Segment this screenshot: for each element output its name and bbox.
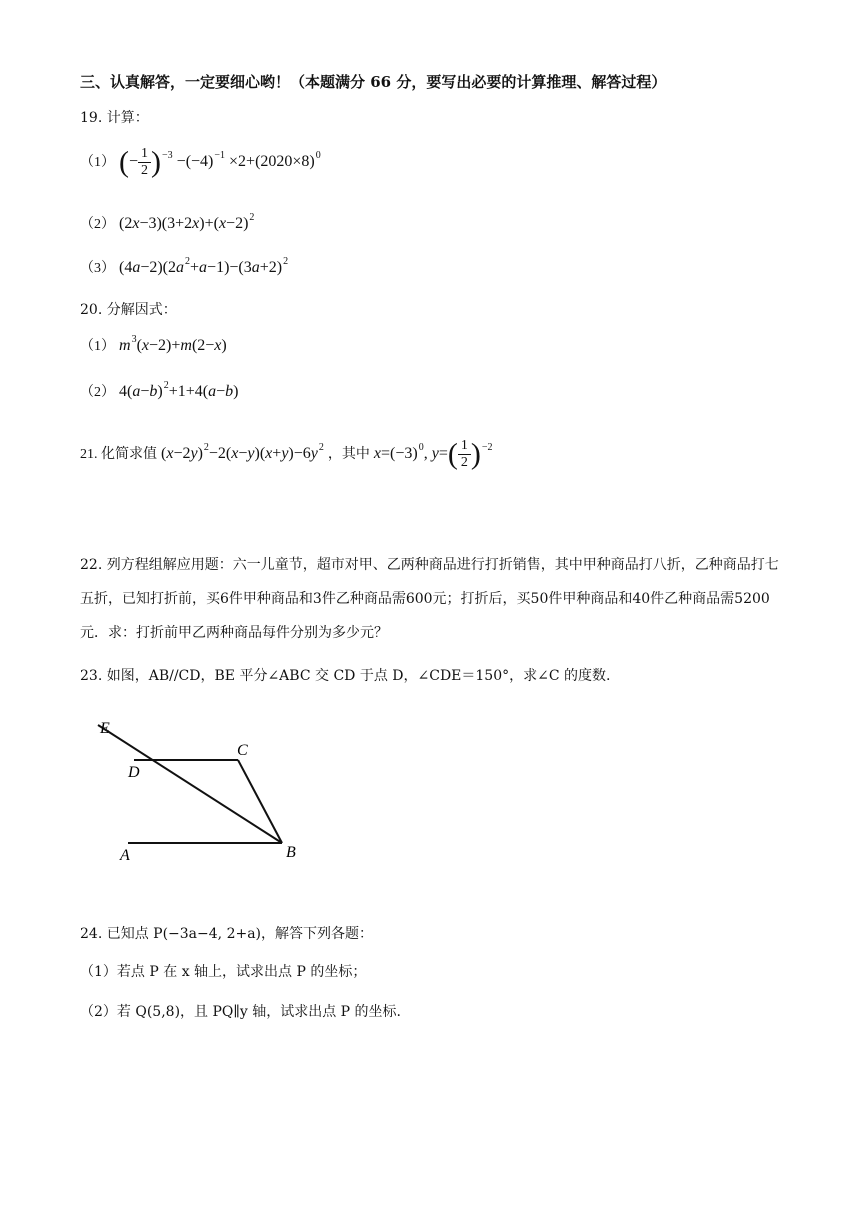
label-a: A: [120, 847, 130, 864]
q24-item-2-text: 若 Q(5,8)，且 PQ∥y 轴，试求出点 P 的坐标.: [116, 1004, 401, 1020]
line-cb: [238, 760, 282, 843]
q19-item-3-label: （3）: [80, 261, 115, 276]
q24-item-1: [80, 962, 366, 982]
q24-item-2-label: （2）: [80, 1004, 117, 1020]
q20-title: 20. 分解因式：: [80, 302, 177, 318]
q19-item-2-expr: $(2x-3)(3+2x)+(x-2)^2$: [119, 212, 255, 232]
q20-item-1-label: （1）: [80, 339, 115, 354]
q21-line: [80, 438, 492, 471]
q21-prefix: 21. 化简求值: [80, 447, 157, 463]
label-d: D: [128, 764, 140, 781]
q19-item-2: [80, 214, 254, 236]
q19-item-1-label: （1）: [80, 155, 115, 171]
q22-text: 22. 列方程组解应用题：六一儿童节，超市对甲、乙两种商品进行打折销售，其中甲种商品打八折，乙种商品打七五折，已知打折前，买6件甲种商品和3件乙种商品需600元；打折后，买50件甲种商品和40件乙种商品需5200元．求：打折前甲乙两种商品每件分别为多少元？: [80, 557, 779, 641]
q19-title: 19. 计算：: [80, 110, 149, 126]
q24-item-1-label: （1）: [80, 964, 117, 980]
q24-item-2: [80, 1002, 401, 1022]
q19-item-1-expr: (− $\frac{1}{2}$ )$^{-3} -(-4)^{-1} \times 2+(2020\times 8)^0$: [119, 145, 321, 179]
q23-figure: [90, 715, 320, 875]
q19-item-2-label: （2）: [80, 217, 115, 232]
label-c: C: [237, 742, 248, 759]
q20-item-2-label: （2）: [80, 385, 115, 400]
section-heading: 三、认真解答，一定要细心哟！（本题满分 66 分，要写出必要的计算推理、解答过程）: [80, 73, 667, 91]
q19-item-3: [80, 258, 288, 280]
label-b: B: [286, 844, 296, 861]
q19-item-1: [80, 146, 321, 179]
q21-expr: $(x-2y)^2-2(x-y)(x+y)-6y^2$: [161, 442, 324, 463]
q21-condition: $x=(-3)^0$, y=( $\frac{1}{2}$ )$^{-2}$: [373, 437, 493, 471]
label-e: E: [100, 720, 110, 737]
q20-item-1: [80, 336, 227, 358]
q20-item-2: [80, 382, 238, 404]
q24-intro: 24. 已知点 P(−3a−4, 2+a)，解答下列各题：: [80, 926, 374, 942]
line-ebd: [98, 725, 282, 843]
q21-condition-word: ，其中: [327, 447, 370, 463]
q23-text: 23. 如图，AB//CD，BE 平分∠ABC 交 CD 于点 D，∠CDE＝150°，求∠C 的度数.: [80, 668, 611, 684]
q19-item-3-expr: $(4a-2)(2a^2+a-1)-(3a+2)^2$: [119, 256, 289, 276]
q20-item-2-expr: $4(a-b)^2+1+4(a-b)$: [119, 380, 239, 400]
q24-item-1-text: 若点 P 在 x 轴上，试求出点 P 的坐标；: [116, 964, 367, 980]
q20-item-1-expr: $m^3(x-2)+m(2-x)$: [119, 334, 227, 354]
